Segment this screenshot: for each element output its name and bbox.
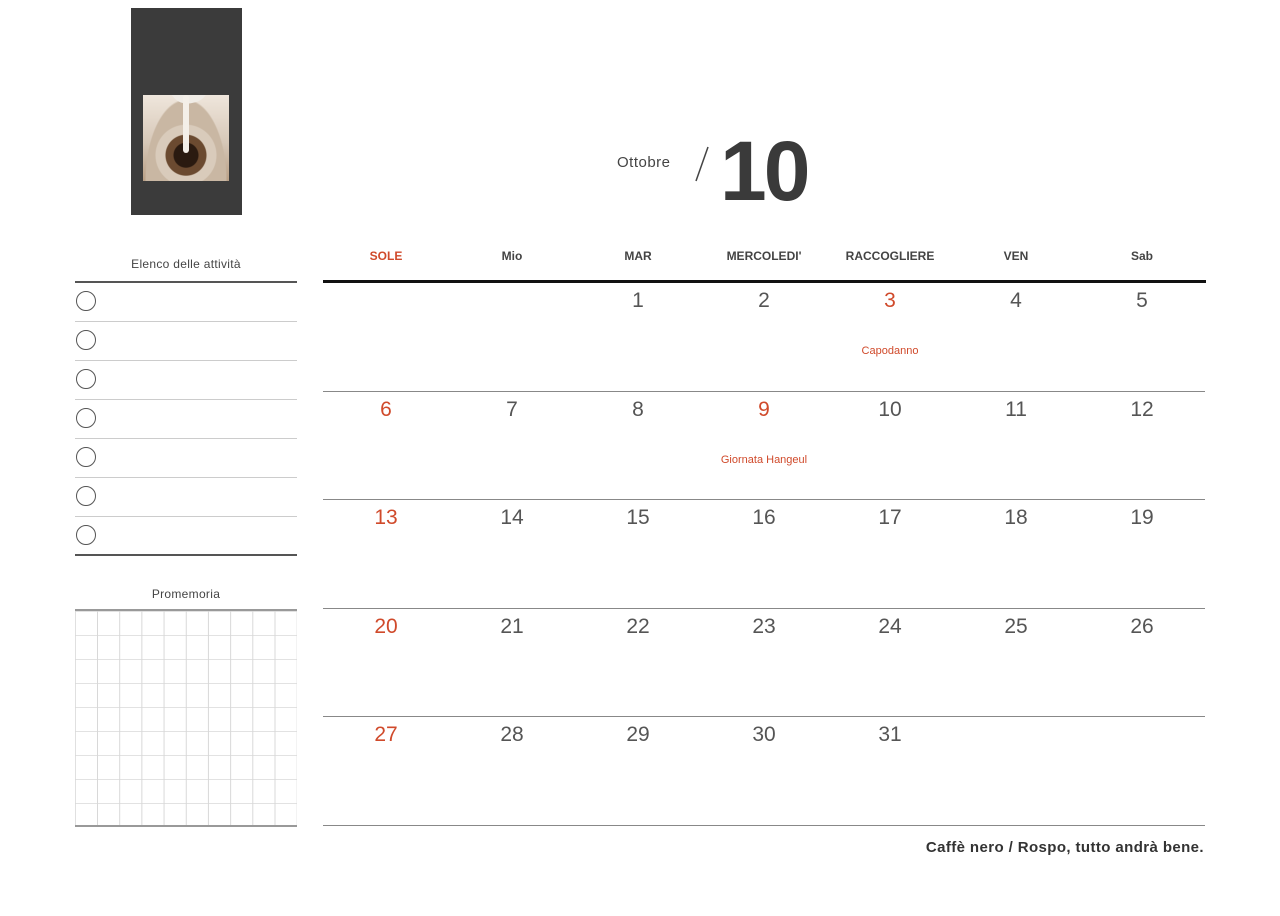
week-row xyxy=(323,500,1205,609)
day-cell[interactable] xyxy=(323,717,449,825)
day-number: 19 xyxy=(1130,506,1154,529)
day-cell xyxy=(449,283,575,391)
day-number: 20 xyxy=(374,614,398,638)
task-checkbox[interactable] xyxy=(76,447,96,467)
week-row xyxy=(323,717,1205,826)
day-cell[interactable] xyxy=(575,283,701,391)
task-checkbox[interactable] xyxy=(76,525,96,545)
memo-grid[interactable] xyxy=(75,609,297,827)
day-cell[interactable] xyxy=(449,717,575,825)
task-checkbox[interactable] xyxy=(76,486,96,506)
day-cell[interactable] xyxy=(575,717,701,825)
coffee-photo xyxy=(143,95,229,181)
day-number: 25 xyxy=(1004,614,1028,638)
day-number: 24 xyxy=(878,614,902,638)
weekday-label: RACCOGLIERE xyxy=(845,249,935,263)
task-list xyxy=(75,281,297,556)
weekday-label: MERCOLEDI' xyxy=(726,249,802,263)
day-cell[interactable] xyxy=(827,717,953,825)
day-number: 8 xyxy=(632,397,644,421)
task-row[interactable] xyxy=(75,400,297,439)
day-cell[interactable] xyxy=(701,392,827,500)
day-number: 30 xyxy=(752,723,776,746)
day-cell[interactable] xyxy=(323,609,449,717)
footer-note: Caffè nero / Rospo, tutto andrà bene. xyxy=(925,839,1204,856)
day-number: 22 xyxy=(626,614,650,638)
day-number: 10 xyxy=(878,397,902,421)
day-cell[interactable] xyxy=(449,500,575,608)
task-row[interactable] xyxy=(75,283,297,322)
day-cell[interactable] xyxy=(1079,392,1205,500)
calendar-grid xyxy=(323,283,1205,826)
weekday-label: Mio xyxy=(501,249,523,263)
day-cell[interactable] xyxy=(449,392,575,500)
week-row xyxy=(323,283,1205,392)
month-name: Ottobre xyxy=(617,154,671,171)
day-number: 2 xyxy=(758,289,770,312)
day-number: 11 xyxy=(1005,397,1027,421)
day-cell[interactable] xyxy=(953,500,1079,608)
day-number: 12 xyxy=(1130,397,1154,421)
day-cell[interactable] xyxy=(953,609,1079,717)
day-number: 17 xyxy=(878,506,902,529)
photo-panel xyxy=(131,8,242,215)
day-number: 9 xyxy=(758,397,770,421)
milk-pour-shape xyxy=(183,95,189,153)
day-cell[interactable] xyxy=(827,609,953,717)
day-cell[interactable] xyxy=(701,717,827,825)
day-number: 5 xyxy=(1136,289,1148,312)
weekday-label: MAR xyxy=(624,249,652,263)
day-number: 27 xyxy=(374,723,398,746)
day-cell[interactable] xyxy=(1079,283,1205,391)
week-row xyxy=(323,609,1205,718)
weekday-label: VEN xyxy=(1003,249,1029,263)
day-cell[interactable] xyxy=(827,500,953,608)
day-number: 1 xyxy=(632,289,644,312)
day-number: 31 xyxy=(878,723,902,746)
task-row[interactable] xyxy=(75,439,297,478)
day-cell[interactable] xyxy=(1079,500,1205,608)
week-row xyxy=(323,392,1205,501)
day-number: 26 xyxy=(1130,614,1154,638)
day-number: 15 xyxy=(626,506,650,529)
tasks-title: Elenco delle attività xyxy=(131,257,241,271)
holiday-label: Giornata Hangeul xyxy=(720,453,808,466)
day-cell[interactable] xyxy=(701,500,827,608)
task-row[interactable] xyxy=(75,322,297,361)
day-number: 18 xyxy=(1004,506,1028,529)
task-checkbox[interactable] xyxy=(76,408,96,428)
day-cell[interactable] xyxy=(1079,609,1205,717)
task-checkbox[interactable] xyxy=(76,330,96,350)
weekday-label: SOLE xyxy=(369,249,403,263)
day-cell[interactable] xyxy=(575,500,701,608)
day-number: 13 xyxy=(374,506,398,529)
day-cell[interactable] xyxy=(575,609,701,717)
day-cell[interactable] xyxy=(953,392,1079,500)
task-checkbox[interactable] xyxy=(76,369,96,389)
day-number: 3 xyxy=(884,289,896,312)
day-cell[interactable] xyxy=(323,500,449,608)
day-cell[interactable] xyxy=(827,392,953,500)
month-number: 10 xyxy=(720,124,808,218)
memo-title: Promemoria xyxy=(151,587,221,601)
task-checkbox[interactable] xyxy=(76,291,96,311)
day-number: 21 xyxy=(500,614,524,638)
day-cell[interactable] xyxy=(449,609,575,717)
day-number: 14 xyxy=(500,506,524,529)
day-number: 7 xyxy=(506,397,518,421)
day-number: 16 xyxy=(752,506,776,529)
task-row[interactable] xyxy=(75,517,297,554)
day-number: 6 xyxy=(380,397,392,421)
weekday-label: Sab xyxy=(1130,249,1153,263)
day-cell[interactable] xyxy=(953,283,1079,391)
day-cell xyxy=(323,283,449,391)
day-cell[interactable] xyxy=(323,392,449,500)
task-row[interactable] xyxy=(75,478,297,517)
day-number: 28 xyxy=(500,723,524,746)
holiday-label: Capodanno xyxy=(861,345,919,357)
day-cell[interactable] xyxy=(701,609,827,717)
day-number: 23 xyxy=(752,614,776,638)
day-cell[interactable] xyxy=(827,283,953,391)
day-cell xyxy=(1079,717,1205,825)
milk-pitcher-shape xyxy=(170,95,213,107)
task-row[interactable] xyxy=(75,361,297,400)
day-cell[interactable] xyxy=(701,283,827,391)
day-cell[interactable] xyxy=(575,392,701,500)
day-number: 4 xyxy=(1010,289,1022,312)
slash-divider xyxy=(694,146,710,182)
day-number: 29 xyxy=(626,723,650,746)
weekday-header xyxy=(323,240,1205,280)
day-cell xyxy=(953,717,1079,825)
